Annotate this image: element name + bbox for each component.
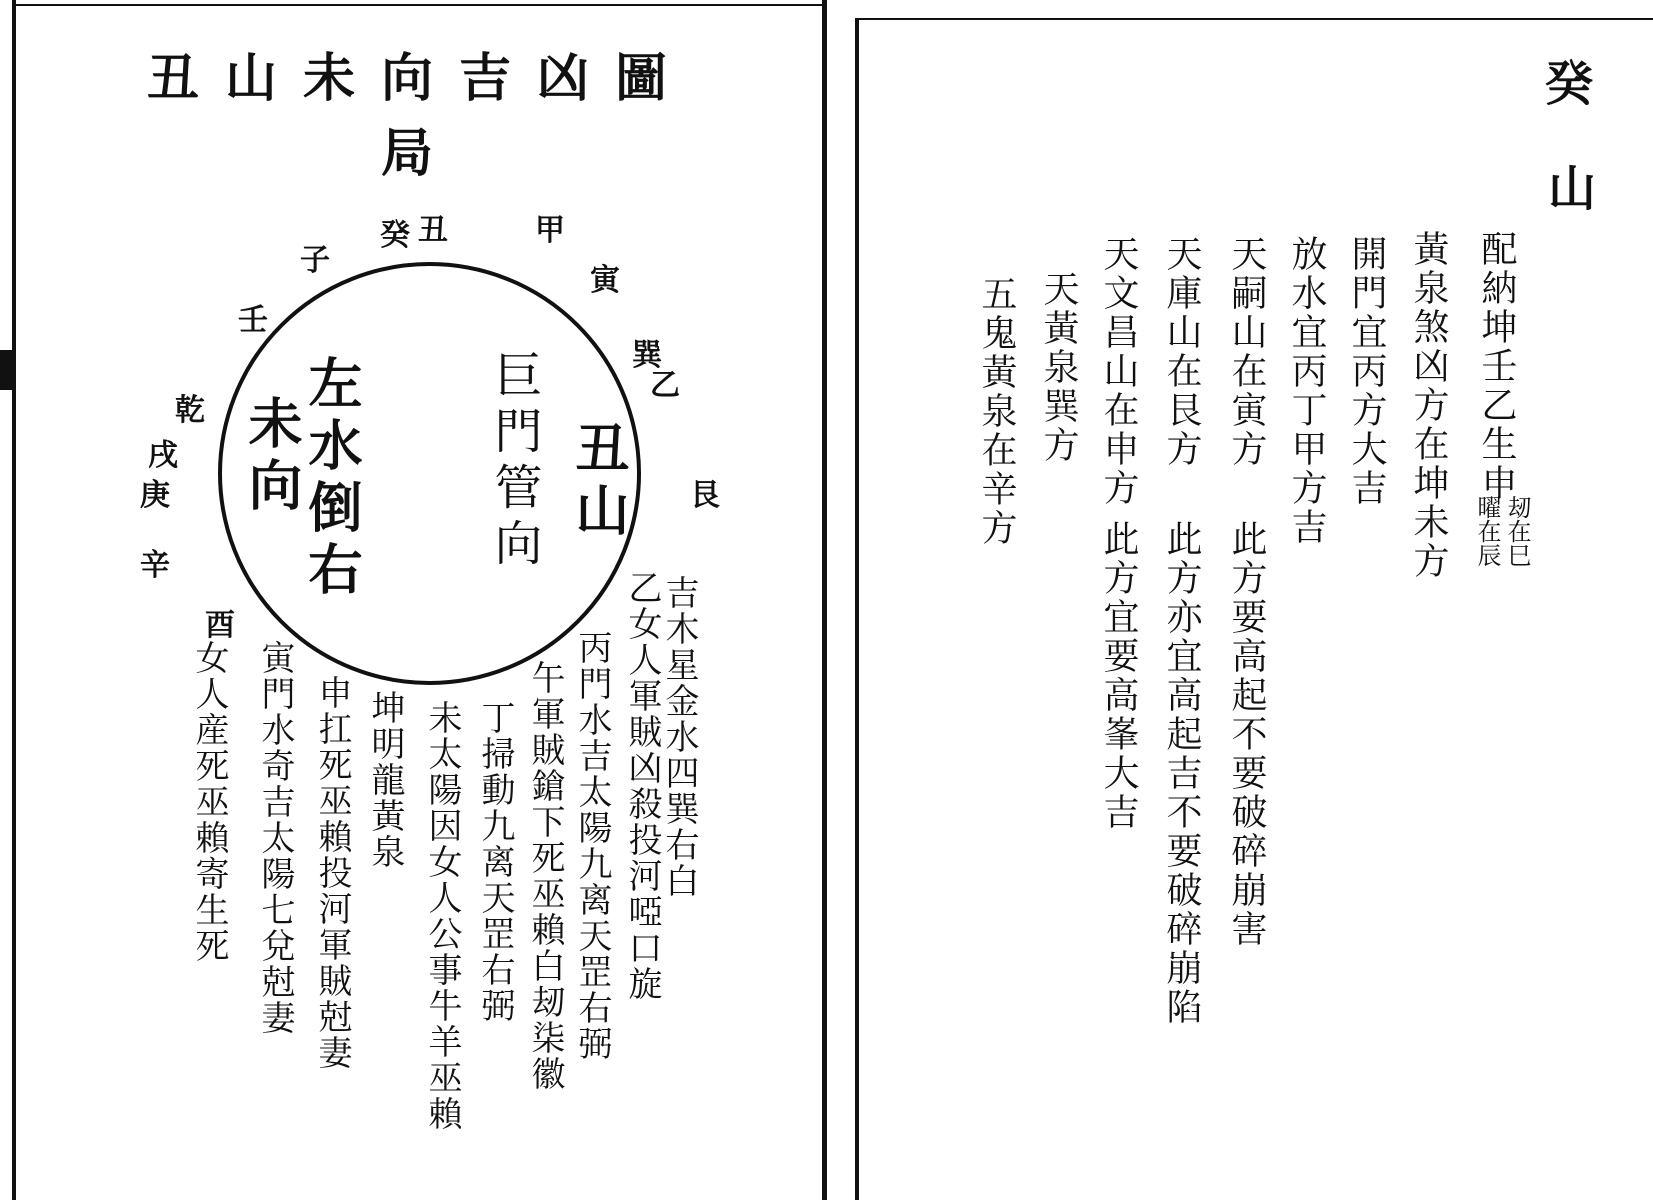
stream-2: 丙門水吉太陽九离天罡右弼 [572, 630, 612, 1062]
stream-1: 乙女人軍賊凶殺投河啞口旋 [622, 570, 662, 1002]
stream-6: 坤明龍黃泉 [365, 690, 405, 870]
left-edge-rule [12, 0, 16, 1200]
stream-8: 寅門水奇吉太陽七兌尅妻 [255, 640, 295, 1036]
stream-0: 吉木星金水四巽右白 [659, 575, 699, 899]
rule-col-1-note-a: 刼在巳 [1503, 495, 1531, 567]
ring-label-zi: 子 [300, 243, 330, 278]
ring-label-chou: 丑 [418, 213, 448, 248]
rule-col-5-bottom: 此方要高起不要破碎崩害 [1226, 520, 1267, 949]
rule-col-1: 配納坤壬乙生申 [1476, 230, 1517, 503]
diagram-title: 丑山未向吉凶圖局 [146, 48, 693, 184]
ring-label-jia: 甲 [535, 213, 565, 248]
rule-col-7-top: 天文昌山在申方 [1098, 235, 1139, 508]
center-facing: 未向 [240, 395, 304, 519]
right-page-title-2: 山 [1548, 161, 1597, 217]
right-page-top-rule [855, 18, 1653, 20]
ring-label-xu: 戌 [148, 438, 178, 473]
stream-9: 女人産死巫賴寄生死 [189, 640, 229, 964]
ring-label-ren: 壬 [238, 303, 268, 338]
left-page-top-rule [12, 4, 822, 6]
rule-col-2: 黃泉煞凶方在坤未方 [1408, 230, 1449, 581]
rule-col-8: 天黃泉巽方 [1038, 270, 1079, 465]
center-mountain: 丑山 [567, 420, 631, 544]
center-fold-rule-left [822, 0, 827, 1200]
rule-col-3: 開門宜丙方大吉 [1346, 235, 1387, 508]
stream-5: 未太陽因女人公事牛羊巫賴 [422, 700, 462, 1132]
ring-label-geng: 庚 [140, 478, 170, 513]
ring-label-gui: 癸 [380, 218, 410, 253]
right-page-title-1: 癸 [1545, 56, 1594, 112]
rule-col-7-bottom: 此方宜要高峯大吉 [1098, 520, 1139, 832]
rule-col-5-top: 天嗣山在寅方 [1226, 235, 1267, 469]
rule-col-6-bottom: 此方亦宜高起吉不要破碎崩陷 [1161, 520, 1202, 1027]
stream-4: 丁掃動九离天罡右弼 [475, 700, 515, 1024]
ring-label-xun: 巽 [632, 338, 662, 373]
ring-label-yi: 乙 [650, 368, 680, 403]
ring-label-xin: 辛 [140, 548, 170, 583]
rule-col-4: 放水宜丙丁甲方吉 [1286, 235, 1327, 547]
rule-col-1-note-b: 曜在辰 [1473, 495, 1501, 567]
ring-label-gen: 艮 [690, 478, 720, 513]
left-margin-mark [0, 350, 14, 390]
stream-7: 申扛死巫賴投河軍賊尅妻 [312, 675, 352, 1071]
center-star: 巨門管向 [486, 350, 542, 574]
ring-label-yin: 寅 [590, 263, 620, 298]
stream-3: 午軍賊鎗下死巫賴白刼柒徽 [525, 660, 565, 1092]
ring-label-you: 酉 [205, 608, 235, 643]
ring-label-qian: 乾 [175, 393, 205, 428]
center-fold-rule-right [855, 20, 859, 1200]
rule-col-6-top: 天庫山在艮方 [1161, 235, 1202, 469]
rule-col-9: 五鬼黃泉在辛方 [976, 275, 1017, 548]
center-water: 左水倒右 [300, 355, 364, 603]
